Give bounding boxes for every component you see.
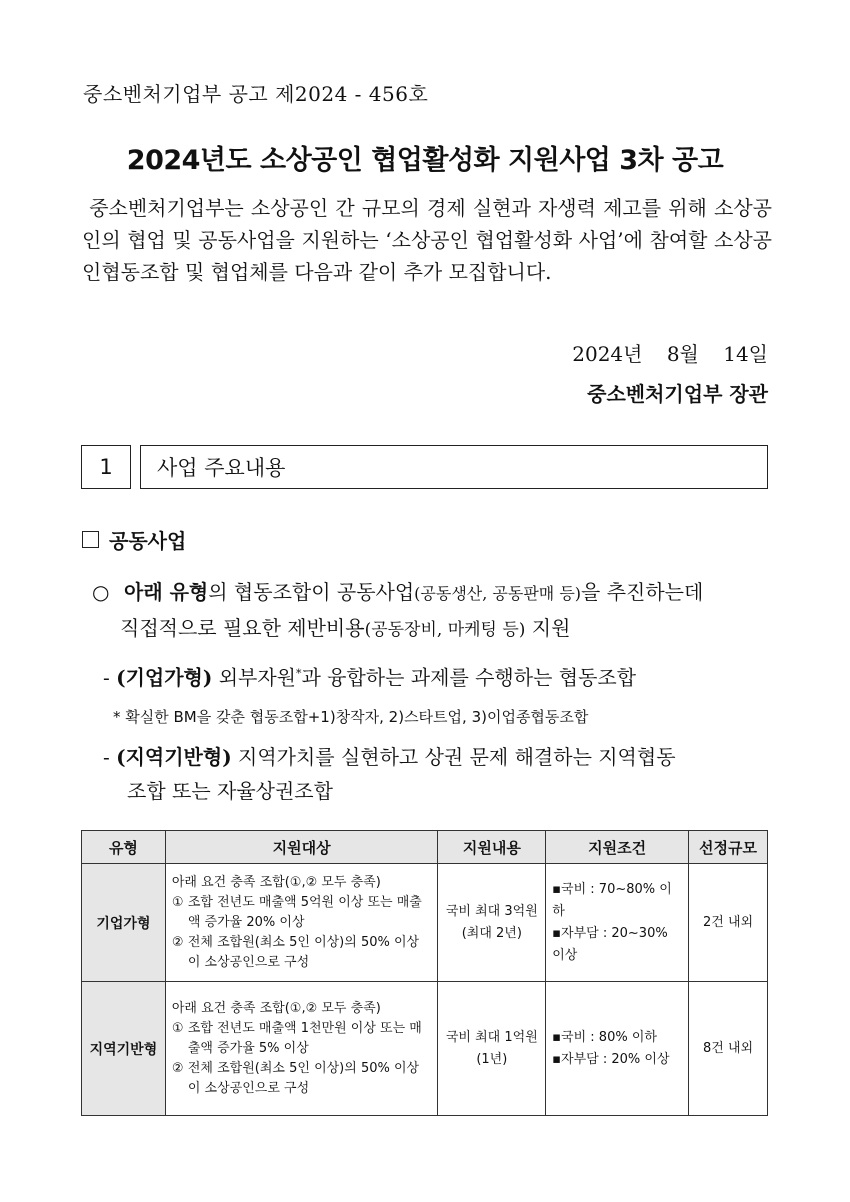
header-content: 지원내용 bbox=[438, 831, 546, 864]
support-table bbox=[81, 830, 768, 1116]
target-intro: 아래 요건 충족 조합(①,② 모두 충족) bbox=[171, 1000, 381, 1016]
row-target bbox=[165, 982, 438, 1116]
row-conditions: ▪국비 : 80% 이하 ▪자부담 : 20% 이상 bbox=[546, 982, 689, 1116]
row-target bbox=[165, 864, 438, 982]
header-type: 유형 bbox=[82, 831, 166, 864]
row-conditions: ▪국비 : 70~80% 이하 ▪자부담 : 20~30% 이상 bbox=[546, 864, 689, 982]
item-text-line2: 조합 또는 자율상권조합 bbox=[127, 779, 333, 803]
intro-paragraph: 중소벤처기업부는 소상공인 간 규모의 경제 실현과 자생력 제고를 위해 소상공인의 협업 및 공동사업을 지원하는 ‘소상공인 협업활성화 사업’에 참여할 소상공인협동조합 및 협업체를 다음과 같이 추가 모집합니다. bbox=[82, 196, 772, 284]
row-content: 국비 최대 1억원 (1년) bbox=[438, 982, 546, 1116]
header-scale: 선정규모 bbox=[689, 831, 768, 864]
bullet-bold: 아래 유형 bbox=[124, 580, 209, 604]
checkbox-square-icon bbox=[82, 531, 99, 548]
row-scale: 2건 내외 bbox=[689, 864, 768, 982]
item-entrepreneur-type bbox=[103, 657, 783, 695]
row-content: 국비 최대 3억원 (최대 2년) bbox=[438, 864, 546, 982]
bullet-line2-b: 지원 bbox=[525, 616, 571, 640]
footnote-mark: * bbox=[295, 667, 302, 680]
target-intro: 아래 요건 충족 조합(①,② 모두 충족) bbox=[171, 874, 381, 890]
bullet-paren-b: (공동장비, 마케팅 등) bbox=[364, 620, 526, 640]
announcement-date: 2024년 8월 14일 bbox=[572, 342, 768, 366]
footnote: * 확실한 BM을 갖춘 협동조합+1)창작자, 2)스타트업, 3)이업종협동조합 bbox=[113, 708, 589, 726]
target-item: ① 조합 전년도 매출액 5억원 이상 또는 매출액 증가율 20% 이상 bbox=[171, 894, 422, 930]
dash-mark: - bbox=[103, 745, 110, 769]
subheading bbox=[82, 525, 186, 554]
item-regional-type bbox=[103, 740, 773, 808]
document-title: 2024년도 소상공인 협업활성화 지원사업 3차 공고 bbox=[126, 145, 724, 176]
bullet-line2-a: 직접적으로 필요한 제반비용 bbox=[120, 616, 365, 640]
notice-number: 중소벤처기업부 공고 제2024 - 456호 bbox=[83, 82, 429, 106]
section-number: 1 bbox=[81, 445, 131, 489]
item-text: 지역가치를 실현하고 상권 문제 해결하는 지역협동 bbox=[231, 745, 676, 769]
dash-mark: - bbox=[103, 665, 110, 690]
item-label: (기업가형) bbox=[116, 665, 213, 690]
table-header-row bbox=[82, 831, 768, 864]
target-item: ② 전체 조합원(최소 5인 이상)의 50% 이상이 소상공인으로 구성 bbox=[171, 1060, 420, 1096]
table-row bbox=[82, 864, 768, 982]
table-row bbox=[82, 982, 768, 1116]
row-type: 지역기반형 bbox=[82, 982, 166, 1116]
row-type: 기업가형 bbox=[82, 864, 166, 982]
subheading-text: 공동사업 bbox=[109, 529, 187, 553]
section-title-text: 사업 주요내용 bbox=[157, 456, 286, 480]
header-conditions: 지원조건 bbox=[546, 831, 689, 864]
bullet-text-b: 을 추진하는데 bbox=[581, 580, 704, 604]
row-scale: 8건 내외 bbox=[689, 982, 768, 1116]
item-text-2: 과 융합하는 과제를 수행하는 협동조합 bbox=[301, 665, 637, 690]
target-item: ② 전체 조합원(최소 5인 이상)의 50% 이상이 소상공인으로 구성 bbox=[171, 934, 420, 970]
bullet-paren-a: (공동생산, 공동판매 등) bbox=[414, 584, 582, 603]
section-title bbox=[140, 445, 768, 489]
issuer: 중소벤처기업부 장관 bbox=[587, 382, 768, 406]
header-target: 지원대상 bbox=[165, 831, 438, 864]
item-label: (지역기반형) bbox=[116, 745, 232, 769]
bullet-text-a: 의 협동조합이 공동사업 bbox=[208, 580, 415, 604]
target-item: ① 조합 전년도 매출액 1천만원 이상 또는 매출액 증가율 5% 이상 bbox=[171, 1020, 422, 1056]
circle-bullet-icon: ○ bbox=[92, 580, 110, 604]
item-text: 외부자원 bbox=[212, 665, 296, 690]
bullet-paragraph bbox=[92, 575, 772, 647]
